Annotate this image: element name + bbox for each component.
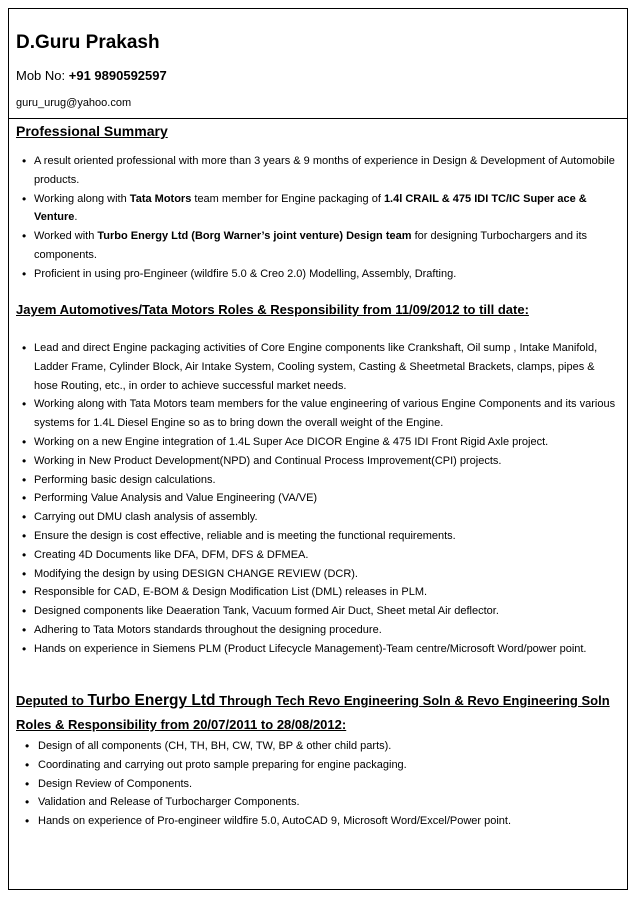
mobile-value: +91 9890592597 [68, 68, 167, 83]
list-item: • Designed components like Deaeration Tank, Vacuum formed Air Duct, Sheet metal Air deflector. [20, 602, 620, 621]
summary-item: • Proficient in using pro-Engineer (wildfire 5.0 & Creo 2.0) Modelling, Assembly, Drafting. [20, 265, 616, 284]
list-item: • Design of all components (CH, TH, BH, CW, TW, BP & other child parts). [20, 737, 616, 756]
summary-item: • Worked with Turbo Energy Ltd (Borg Warner’s joint venture) Design team for designing Turbochargers and its components. [20, 227, 616, 265]
list-item: • Adhering to Tata Motors standards throughout the designing procedure. [20, 621, 620, 640]
list-item: • Modifying the design by using DESIGN CHANGE REVIEW (DCR). [20, 565, 620, 584]
jayem-section-heading: Jayem Automotives/Tata Motors Roles & Responsibility from 11/09/2012 to till date: [16, 302, 529, 317]
list-item: • Validation and Release of Turbocharger Components. [20, 793, 616, 812]
summary-item: • Working along with Tata Motors team member for Engine packaging of 1.4l CRAIL & 475 IDI TC/IC Super ace & Venture. [20, 190, 616, 228]
list-item: • Hands on experience of Pro-engineer wildfire 5.0, AutoCAD 9, Microsoft Word/Excel/Power point. [20, 812, 616, 831]
jayem-responsibilities-list [20, 339, 620, 659]
list-item: • Performing basic design calculations. [20, 471, 620, 490]
list-item: • Creating 4D Documents like DFA, DFM, DFS & DFMEA. [20, 546, 620, 565]
summary-item: • A result oriented professional with more than 3 years & 9 months of experience in Design & Development of Automobile products. [20, 152, 616, 190]
list-item: • Working on a new Engine integration of 1.4L Super Ace DICOR Engine & 475 IDI Front Rigid Axle project. [20, 433, 620, 452]
summary-list [20, 152, 616, 284]
turbo-section-heading-line1: Deputed to Turbo Energy Ltd Through Tech Revo Engineering Soln & Revo Engineering Soln [16, 692, 610, 709]
list-item: • Ensure the design is cost effective, reliable and is meeting the functional requirements. [20, 527, 620, 546]
list-item: • Responsible for CAD, E-BOM & Design Modification List (DML) releases in PLM. [20, 583, 620, 602]
email-address: guru_urug@yahoo.com [16, 97, 132, 109]
list-item: • Performing Value Analysis and Value Engineering (VA/VE) [20, 489, 620, 508]
candidate-name: D.Guru Prakash [16, 32, 160, 53]
turbo-responsibilities-list [20, 737, 616, 831]
list-item: • Working in New Product Development(NPD) and Continual Process Improvement(CPI) projects. [20, 452, 620, 471]
professional-summary-heading: Professional Summary [16, 123, 168, 139]
list-item: • Lead and direct Engine packaging activities of Core Engine components like Crankshaft, Oil sump , Intake Manifold, Ladder Frame, Cylinder Block, Air Intake System, Cooling system, Casting & Sheetmetal Brackets, clamps, pipes & hose Routing, etc., in order to achieve successful market needs. [20, 339, 620, 395]
turbo-section-heading-line2: Roles & Responsibility from 20/07/2011 to 28/08/2012: [16, 717, 347, 732]
list-item: • Carrying out DMU clash analysis of assembly. [20, 508, 620, 527]
list-item: • Hands on experience in Siemens PLM (Product Lifecycle Management)-Team centre/Microsoft Word/power point. [20, 640, 620, 659]
header-divider [8, 118, 628, 119]
list-item: • Working along with Tata Motors team members for the value engineering of various Engine Components and its various systems for 1.4L Diesel Engine so as to bring down the overall weight of the Engine. [20, 395, 620, 433]
mobile-label: Mob No: [16, 68, 69, 83]
mobile-number [16, 68, 167, 83]
list-item: • Coordinating and carrying out proto sample preparing for engine packaging. [20, 756, 616, 775]
list-item: • Design Review of Components. [20, 775, 616, 794]
